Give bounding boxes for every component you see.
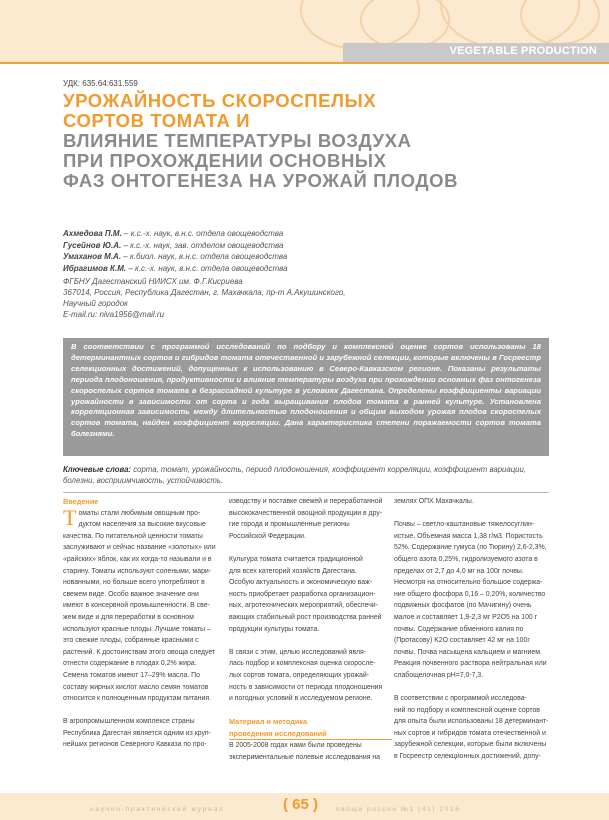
text-line: В связи с этим, целью исследований явля-	[229, 648, 367, 656]
text-line: почвы. Почва насыщена кальцием и магнием.	[394, 648, 542, 656]
text-column-2	[229, 496, 392, 764]
text-line: малое и составляет 1,9-2,3 мг P2O5 на 100 г	[394, 613, 538, 621]
affiliation	[63, 276, 346, 320]
author-list	[63, 228, 288, 274]
text-line: в Госреестр селекционных достижений, допу-	[394, 753, 541, 761]
text-line: землях ОПХ Махачкалы.	[394, 498, 474, 505]
author-name: Умаханов М.А.	[63, 252, 122, 261]
title-line: ПРИ ПРОХОЖДЕНИИ ОСНОВНЫХ	[63, 150, 387, 171]
abstract-box	[63, 338, 549, 456]
column-lines	[394, 496, 557, 763]
text-line: нованными, но больше всего употребляют в	[63, 579, 205, 587]
text-line: изводству и поставке свежей и переработанной	[229, 498, 383, 505]
title-line: ФАЗ ОНТОГЕНЕЗА НА УРОЖАЙ ПЛОДОВ	[63, 170, 459, 191]
text-line: Несмотря на относительно большое содержа-	[394, 579, 543, 587]
author-name: Ибрагимов К.М.	[63, 263, 127, 273]
section-heading: Введение	[63, 497, 99, 506]
text-line: старину. Томаты используют солеными, мари-	[63, 567, 212, 575]
author-row	[63, 251, 288, 263]
section-divider	[0, 62, 609, 64]
udk-code: УДК: 635.64:631.559	[63, 79, 138, 88]
text-line: лых сортов томата, определяющих урожай-	[229, 671, 369, 679]
text-line: 52%. Содержание гумуса (по Тюрину) 2,6-2,3%,	[394, 544, 547, 552]
author-name: Гусейнов Ю.А.	[63, 240, 122, 250]
text-line: подвижных фосфатов (по Мачигину) очень	[394, 602, 532, 610]
keywords-divider	[63, 492, 549, 493]
title-line: УРОЖАЙНОСТЬ СКОРОСПЕЛЫХ	[63, 90, 377, 111]
text-line: для опыта были использованы 18 детерминант-	[394, 718, 549, 726]
column-lines	[229, 740, 392, 763]
text-line	[229, 635, 392, 647]
text-line: дуктом населения за высокие вкусовые	[78, 521, 206, 529]
author-title: – к.биол. наук, в.н.с. отдела овощеводства	[121, 252, 288, 261]
abstract-text: В соответствии с программой исследований по подбору и комплексной оценке сортов использованы 18 детерминантных сортов и гибридов томата отечественной и зарубежной селекции, которые включены в Госреестр селекционных достижений, допущенных к использованию в Северо-Кавказском регионе. Показаны результаты периода плодоношения, продуктивности и влияние температуры воздуха при прохождении основных фаз онтогенеза скороспелых сортов томата в безрассадной культуре в условиях Дагестана. Определены коэффициенты вариации урожайности в зависимости от сорта и года выращивания плодов томата в ранней культуре. Установлена корреляционная зависимость между длительностью плодоношения и общим выходом урожая плодов скороспелых сортов томата, найден коэффициент корреляции. Дана характеристика степени поражаемости сортов томата болезнями.	[71, 342, 541, 439]
title-line: СОРТОВ ТОМАТА И	[63, 110, 251, 131]
text-line	[394, 508, 557, 520]
text-line: это свежие плоды, собранные красными с	[63, 637, 199, 645]
text-line: «райских» яблок, как их когда-то называли и в	[63, 555, 212, 563]
author-title: – к.с.-х. наук, зав. отделом овощеводства	[121, 240, 284, 250]
text-line: Семена томатов имеют 17–29% масла. По	[63, 671, 200, 679]
text-line: и погодных условий в исследуемом регионе.	[229, 695, 373, 703]
affiliation-line: Научный городок	[63, 299, 128, 308]
affiliation-line: ФГБНУ Дагестанский НИИСХ им. Ф.Г.Кисриева	[63, 277, 243, 286]
section-heading: проведения исследований	[229, 728, 392, 741]
section-heading: Материал и методика	[229, 717, 308, 727]
text-line: вающих стабильный рост производства ранней	[229, 613, 382, 621]
text-line: жем виде и для переработки в основном	[63, 613, 194, 621]
text-line: составу жирных кислот масло семян томатов	[63, 683, 209, 691]
text-line: лась подбор и комплексная оценка скоросле-	[229, 660, 376, 668]
text-line: высококачественной овощной продукции в дру-	[229, 509, 383, 517]
text-line: почвы. Содержание обменного калия по	[394, 625, 524, 633]
text-line: ных сортов и гибридов томата отечественной и	[394, 729, 546, 737]
text-line	[229, 542, 392, 554]
text-line: нейших регионов Северного Кавказа по про-	[63, 741, 207, 749]
keywords	[63, 464, 549, 486]
text-line: гие города и промышленные регионы	[229, 521, 350, 529]
text-line: ний по подбору и комплексной оценке сортов	[394, 706, 540, 714]
text-line: растений. К достоинствам этого овоща следует	[63, 648, 216, 656]
section-bar	[343, 43, 609, 62]
text-line: Республика Дагестан является одним из круп-	[63, 729, 211, 737]
text-line: зарубежной селекции, которые были включены	[394, 741, 547, 749]
page-number: ( 65 )	[283, 796, 319, 813]
text-line: ных, агротехнических мероприятий, обеспечи-	[229, 602, 378, 610]
author-name: Ахмедова П.М.	[63, 229, 122, 238]
affiliation-email: E-mail.ru: niva1956@mail.ru	[63, 310, 165, 319]
author-row	[63, 228, 288, 240]
text-line: ние общего фосфора 0,16 – 0,20%, количество	[394, 590, 546, 598]
footer-issue: овощи россии №1 (41) 2016	[336, 806, 461, 813]
text-column-3	[394, 496, 557, 763]
article-title	[63, 91, 543, 191]
text-line: В соответствии с программой исследова-	[394, 695, 527, 703]
title-line: ВЛИЯНИЕ ТЕМПЕРАТУРЫ ВОЗДУХА	[63, 130, 412, 151]
text-line: отнести содержание в плодах 0,2% жира.	[63, 660, 197, 668]
text-line: продукции культуры томата.	[229, 625, 320, 633]
footer-journal: научно-практический журнал	[90, 806, 225, 813]
text-line: качества. По питательной ценности томаты	[63, 532, 203, 540]
column-lines	[229, 496, 392, 716]
section-label: VEGETABLE PRODUCTION	[449, 45, 597, 57]
text-line	[229, 705, 392, 717]
text-line: слабощелочная pH=7,0-7,3.	[394, 671, 484, 679]
text-line: В 2005-2008 годах нами были проведены	[229, 742, 362, 750]
text-line: для всех категорий хозяйств Дагестана.	[229, 567, 357, 575]
text-line: оматы стали любимым овощным про-	[78, 509, 201, 517]
text-line: Почвы – светло-каштановые тяжелосуглин-	[394, 521, 535, 529]
author-row	[63, 263, 288, 275]
text-line	[394, 682, 557, 694]
text-line: заслуживают и сейчас название «золотых» или	[63, 544, 216, 552]
text-line: общего азота 0,25%, гидролизуемого азота в	[394, 555, 538, 563]
text-line: ность приобретает разработка организацион-	[229, 590, 376, 598]
author-title: – к.с.-х. наук, в.н.с. отдела овощеводства	[126, 263, 288, 273]
text-line: ность в зависимости от периода плодоношения	[229, 683, 383, 691]
keywords-text: сорта, томат, урожайность, период плодоношения, коэффициент корреляции, коэффициент вариации, болезни, восприимчивость, устойчивость.	[63, 465, 527, 485]
affiliation-line: 367014, Россия, Республика Дагестан, г. Махачкала, пр-т А.Акушинского,	[63, 288, 346, 297]
author-row	[63, 240, 288, 252]
drop-cap: Т	[63, 504, 77, 530]
text-line: Российской Федерации.	[229, 532, 306, 540]
text-line: Особую актуальность и экономическую важ-	[229, 579, 372, 587]
text-line: истые. Объемная масса 1,38 г/м3. Пористость	[394, 532, 543, 540]
text-line: Культура томата считается традиционной	[229, 555, 363, 563]
text-line: имеют в консервной промышленности. В све-	[63, 602, 210, 610]
text-line: экспериментальные полевые исследования на	[229, 754, 380, 762]
text-line: пределах от 2,7 до 4,0 мг на 100г почвы.	[394, 567, 524, 575]
text-line: свежем виде. Особо важное значение они	[63, 590, 199, 598]
text-line	[63, 705, 226, 717]
keywords-label: Ключевые слова:	[63, 465, 132, 474]
text-line: Реакция почвенного раствора нейтральная или	[394, 660, 547, 668]
text-column-1	[63, 496, 226, 751]
text-line: В агропромышленном комплексе страны	[63, 718, 195, 726]
text-line: (Протасову) K2O составляет 42 мг на 100г	[394, 637, 530, 645]
text-line: относится к полноценным продуктам питания.	[63, 695, 212, 703]
author-title: – к.с.-х. наук, в.н.с. отдела овощеводства	[121, 229, 284, 238]
column-lines	[63, 504, 226, 751]
text-line: используют красные плоды. Лучшие томаты –	[63, 625, 211, 633]
